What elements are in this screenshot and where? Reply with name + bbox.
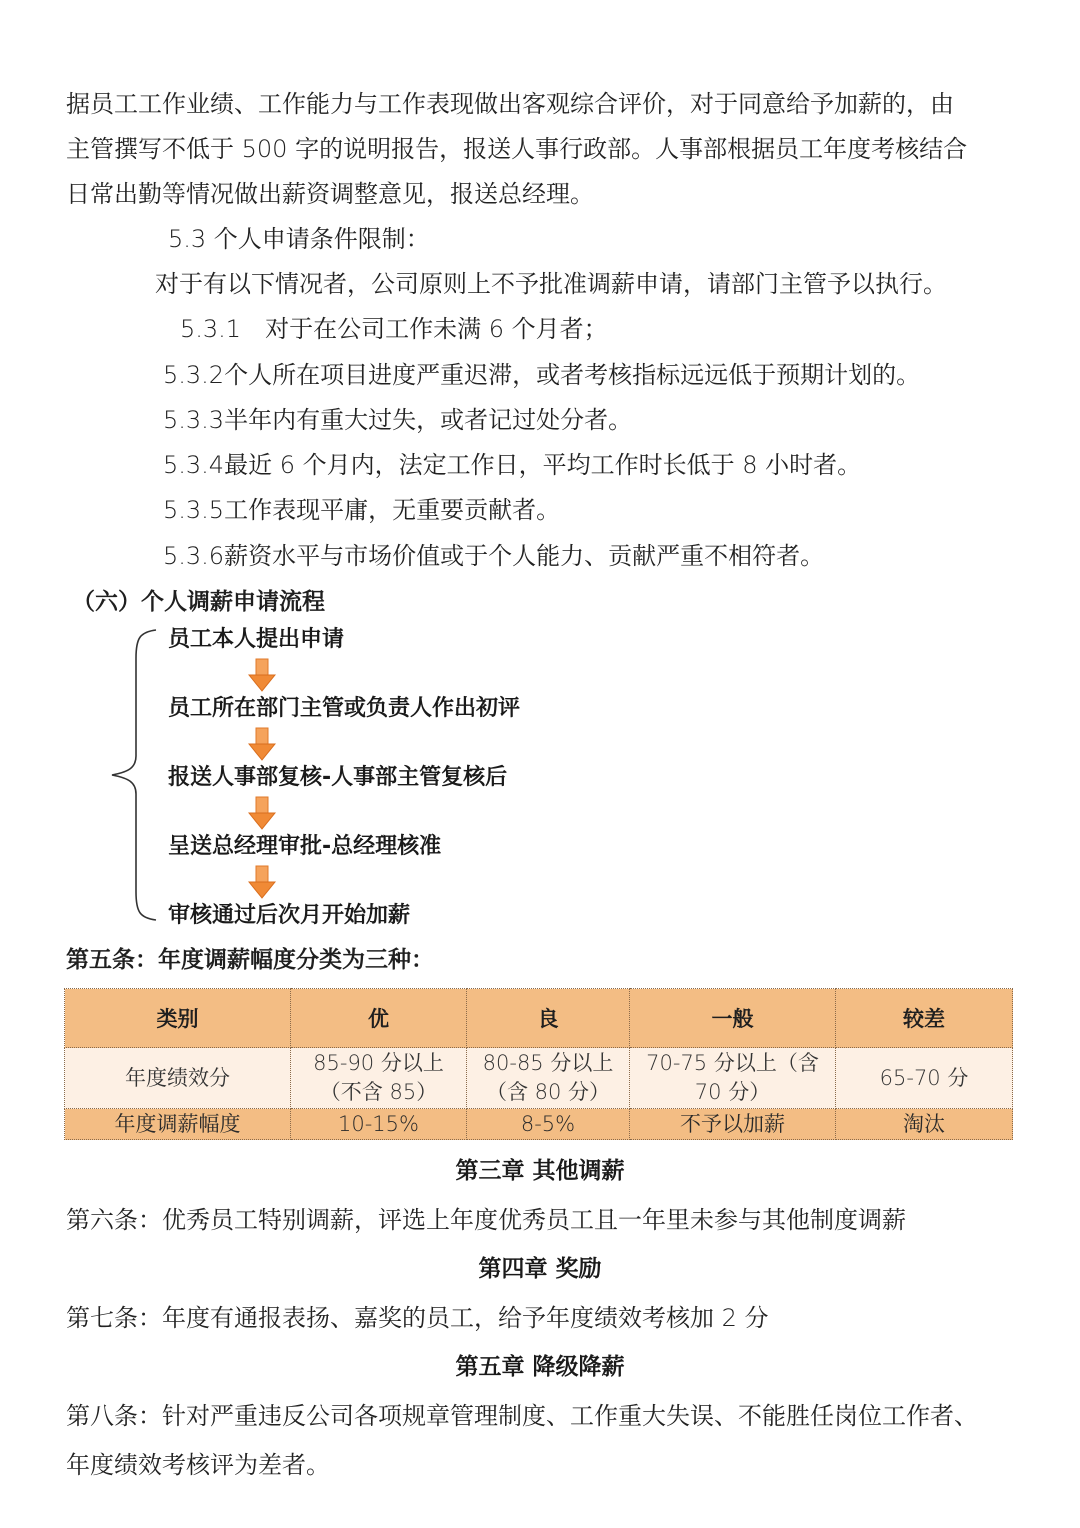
cell-line: 80-85 分以上 (482, 1051, 614, 1075)
article-label: 第八条 (66, 1402, 138, 1430)
table-cell (467, 1048, 630, 1109)
flow-step: 员工所在部门主管或负责人作出初评 (168, 696, 521, 721)
article-eight-continued: 年度绩效考核评为差者。 (66, 1451, 330, 1479)
table-cell (291, 1048, 467, 1109)
flow-step: 报送人事部复核-人事部主管复核后 (168, 765, 508, 790)
article-six (66, 1204, 906, 1236)
table-cell: 年度绩效分 (65, 1048, 291, 1109)
article-eight (66, 1400, 978, 1432)
cell-line: （不含 85） (319, 1080, 438, 1104)
subsection-heading: 5.3 个人申请条件限制： (168, 225, 430, 253)
table-header-cell: 优 (291, 989, 467, 1048)
list-item: 5.3.4最近 6 个月内，法定工作日，平均工作时长低于 8 小时者。 (163, 451, 862, 479)
paragraph-line: 主管撰写不低于 500 字的说明报告，报送人事行政部。人事部根据员工年度考核结合 (66, 135, 968, 163)
cell-line: 70 分） (694, 1080, 771, 1104)
cell-line: 85-90 分以上 (313, 1051, 444, 1075)
table-header-cell: 一般 (630, 989, 836, 1048)
table-row (65, 1048, 1013, 1109)
flow-step: 呈送总经理审批-总经理核准 (168, 834, 442, 859)
section-six-title: （六）个人调薪申请流程 (72, 589, 325, 615)
down-arrow-icon (248, 727, 276, 761)
table-cell: 不予以加薪 (630, 1109, 836, 1140)
table-cell: 年度调薪幅度 (65, 1109, 291, 1140)
list-item: 5.3.5工作表现平庸，无重要贡献者。 (163, 496, 561, 524)
curly-brace-icon (108, 628, 160, 922)
chapter-three-title: 第三章 其他调薪 (455, 1158, 625, 1184)
article-seven (66, 1302, 769, 1334)
table-cell (630, 1048, 836, 1109)
list-item: 5.3.2个人所在项目进度严重迟滞，或者考核指标远远低于预期计划的。 (163, 361, 921, 389)
table-header-row (65, 989, 1013, 1048)
list-item: 5.3.1 对于在公司工作未满 6 个月者； (180, 315, 608, 343)
paragraph-line: 日常出勤等情况做出薪资调整意见，报送总经理。 (66, 180, 594, 208)
paragraph-line: 据员工工作业绩、工作能力与工作表现做出客观综合评价，对于同意给予加薪的，由 (66, 90, 954, 118)
article-label: 第六条 (66, 1206, 138, 1234)
list-item: 5.3.6薪资水平与市场价值或于个人能力、贡献严重不相符者。 (163, 542, 825, 570)
cell-line: （含 80 分） (485, 1080, 611, 1104)
article-text: ：针对严重违反公司各项规章管理制度、工作重大失误、不能胜任岗位工作者、 (138, 1402, 978, 1430)
list-item: 5.3.3半年内有重大过失，或者记过处分者。 (163, 406, 633, 434)
article-text: ：优秀员工特别调薪，评选上年度优秀员工且一年里未参与其他制度调薪 (138, 1206, 906, 1234)
table-cell: 8-5% (467, 1109, 630, 1140)
table-cell (836, 1048, 1013, 1109)
table-row (65, 1109, 1013, 1140)
article-label: 第七条 (66, 1304, 138, 1332)
flow-step: 员工本人提出申请 (168, 627, 345, 652)
down-arrow-icon (248, 658, 276, 692)
article-text: ：年度有通报表扬、嘉奖的员工，给予年度绩效考核加 2 分 (138, 1304, 769, 1332)
paragraph-line: 对于有以下情况者，公司原则上不予批准调薪申请，请部门主管予以执行。 (155, 270, 947, 298)
table-header-cell: 良 (467, 989, 630, 1048)
table-header-cell: 类别 (65, 989, 291, 1048)
table-header-cell: 较差 (836, 989, 1013, 1048)
down-arrow-icon (248, 796, 276, 830)
flow-step: 审核通过后次月开始加薪 (168, 903, 411, 928)
chapter-four-title: 第四章 奖励 (478, 1256, 602, 1282)
cell-line: 65-70 分 (879, 1065, 969, 1090)
table-cell: 10-15% (291, 1109, 467, 1140)
cell-line: 70-75 分以上（含 (646, 1051, 819, 1075)
chapter-five-title: 第五章 降级降薪 (455, 1354, 625, 1380)
article-five-title: 第五条：年度调薪幅度分类为三种： (66, 947, 434, 973)
table-cell: 淘汰 (836, 1109, 1013, 1140)
down-arrow-icon (248, 865, 276, 899)
raise-grade-table (64, 988, 1013, 1140)
